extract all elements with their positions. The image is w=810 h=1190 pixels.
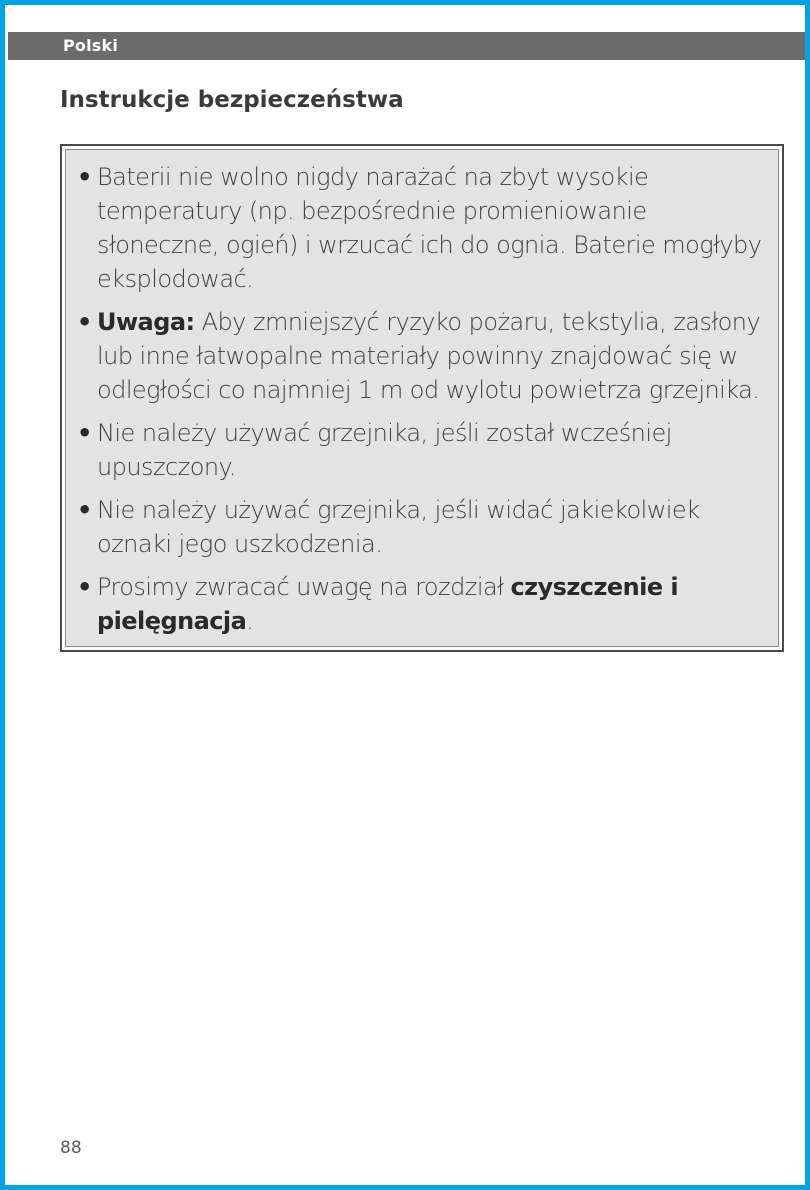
instruction-text: Nie należy używać grzejnika, jeśli został wcześniej upuszczony. — [97, 419, 672, 481]
safety-instruction-fire-risk — [76, 305, 768, 407]
instruction-end-punctuation: . — [246, 607, 254, 635]
warning-prefix: Uwaga: — [97, 308, 195, 336]
language-header-bar — [8, 32, 805, 60]
bullet-icon: • — [77, 419, 92, 447]
bullet-icon: • — [77, 496, 92, 524]
bullet-icon: • — [77, 163, 92, 191]
section-title: Instrukcje bezpieczeństwa — [60, 87, 404, 113]
safety-instruction-battery — [76, 160, 768, 296]
safety-instruction-dropped-heater — [76, 416, 768, 484]
bullet-icon: • — [77, 308, 92, 336]
bullet-icon: • — [77, 573, 92, 601]
page-number: 88 — [60, 1138, 82, 1158]
instruction-text: Prosimy zwracać uwagę na rozdział — [97, 573, 511, 601]
safety-instruction-cleaning-reference — [76, 570, 768, 638]
language-label: Polski — [63, 36, 119, 55]
instruction-text: Nie należy używać grzejnika, jeśli widać jakiekolwiek oznaki jego uszkodzenia. — [97, 496, 700, 558]
safety-warning-box — [60, 144, 784, 652]
safety-instruction-damaged-heater — [76, 493, 768, 561]
instruction-text: Baterii nie wolno nigdy narażać na zbyt wysokie temperatury (np. bezpośrednie promieniowanie słoneczne, ogień) i wrzucać ich do ognia. Baterie mogłyby eksplodować. — [97, 163, 762, 293]
chapter-reference: czyszczenie i pielęgnacja — [97, 573, 679, 635]
safety-instructions-list — [76, 160, 768, 638]
safety-warning-panel — [65, 149, 779, 647]
instruction-text: Aby zmniejszyć ryzyko pożaru, tekstylia, zasłony lub inne łatwopalne materiały powinny znajdować się w odległości co najmniej 1 m od wylotu powietrza grzejnika. — [97, 308, 761, 404]
